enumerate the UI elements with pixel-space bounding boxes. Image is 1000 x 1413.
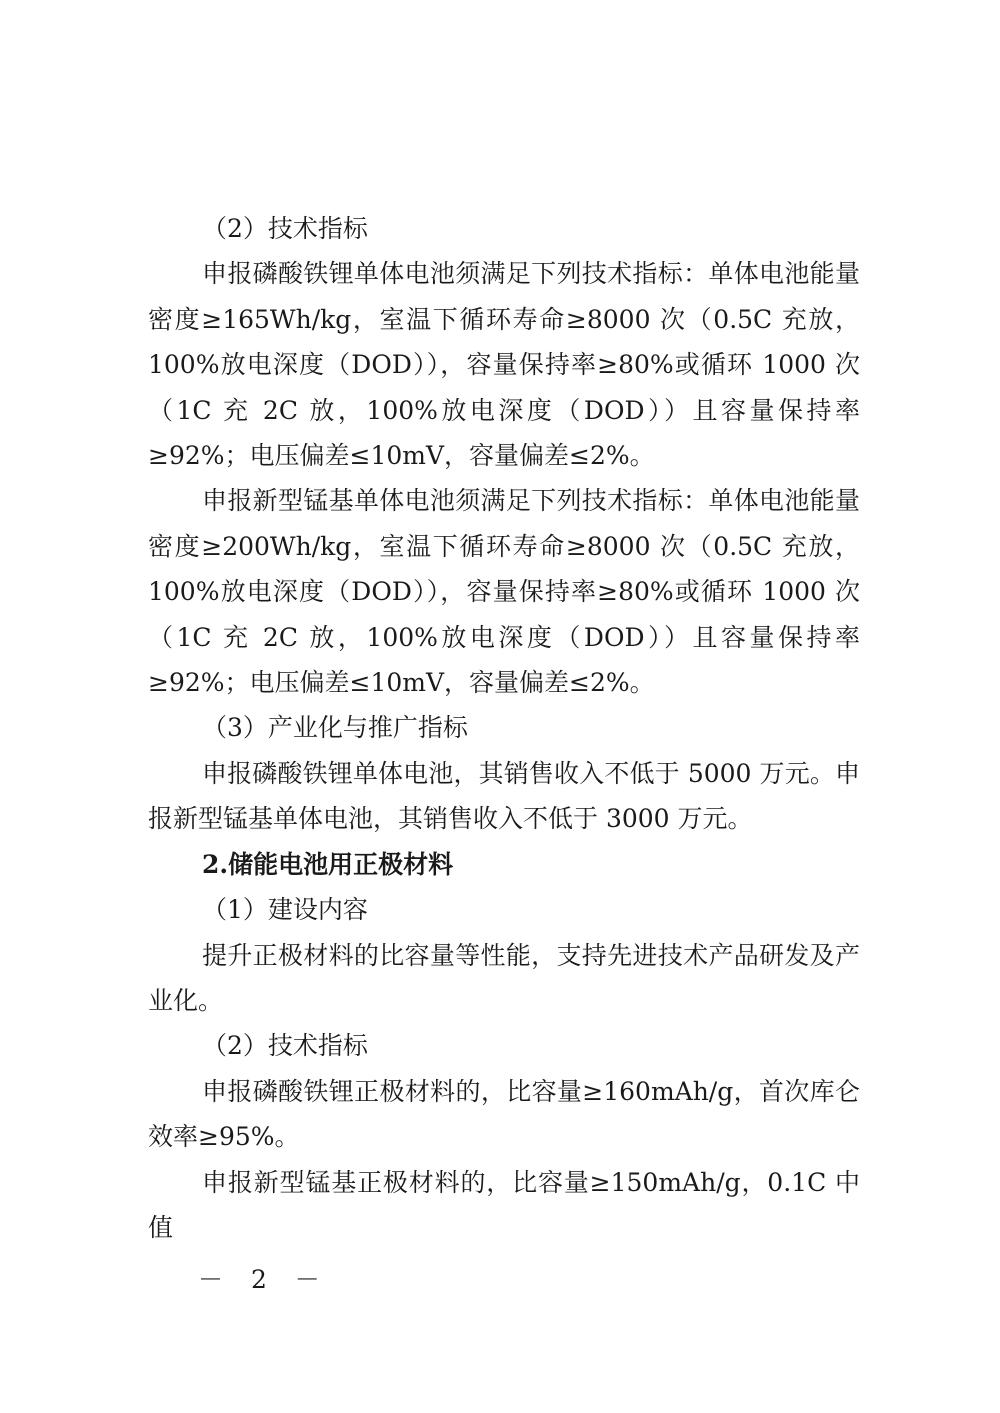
paragraph-lfp-cell-indicators: 申报磷酸铁锂单体电池须满足下列技术指标：单体电池能量密度≥165Wh/kg，室温下循环寿命≥8000 次（0.5C 充放，100%放电深度（DOD）），容量保持率≥80%或循环 1000 次（1C 充 2C 放，100%放电深度（DOD））且容量保持率≥92%；电压偏差≤10mV，容量偏差≤2%。 xyxy=(148,259,860,471)
page-number: － 2 － xyxy=(198,1265,330,1294)
paragraph-mn-cell-indicators: 申报新型锰基单体电池须满足下列技术指标：单体电池能量密度≥200Wh/kg，室温下循环寿命≥8000 次（0.5C 充放，100%放电深度（DOD）），容量保持率≥80%或循环 1000 次（1C 充 2C 放，100%放电深度（DOD））且容量保持率≥92%；电压偏差≤10mV，容量偏差≤2%。 xyxy=(148,486,860,698)
subheading-construction-content: （1）建设内容 xyxy=(202,895,368,925)
document-body xyxy=(148,206,860,1250)
paragraph-lfp-cathode: 申报磷酸铁锂正极材料的，比容量≥160mAh/g，首次库仑效率≥95%。 xyxy=(148,1076,860,1152)
subheading-technical-indicators-2: （2）技术指标 xyxy=(202,1031,368,1061)
subheading-industrialization: （3）产业化与推广指标 xyxy=(202,713,468,743)
paragraph-construction-content: 提升正极材料的比容量等性能，支持先进技术产品研发及产业化。 xyxy=(148,940,860,1015)
section-heading-cathode-materials: 2.储能电池用正极材料 xyxy=(202,849,454,879)
paragraph-industrialization: 申报磷酸铁锂单体电池，其销售收入不低于 5000 万元。申报新型锰基单体电池，其销售收入不低于 3000 万元。 xyxy=(148,758,860,834)
subheading-technical-indicators: （2）技术指标 xyxy=(202,214,368,243)
paragraph-mn-cathode: 申报新型锰基正极材料的，比容量≥150mAh/g，0.1C 中值 xyxy=(148,1167,860,1242)
